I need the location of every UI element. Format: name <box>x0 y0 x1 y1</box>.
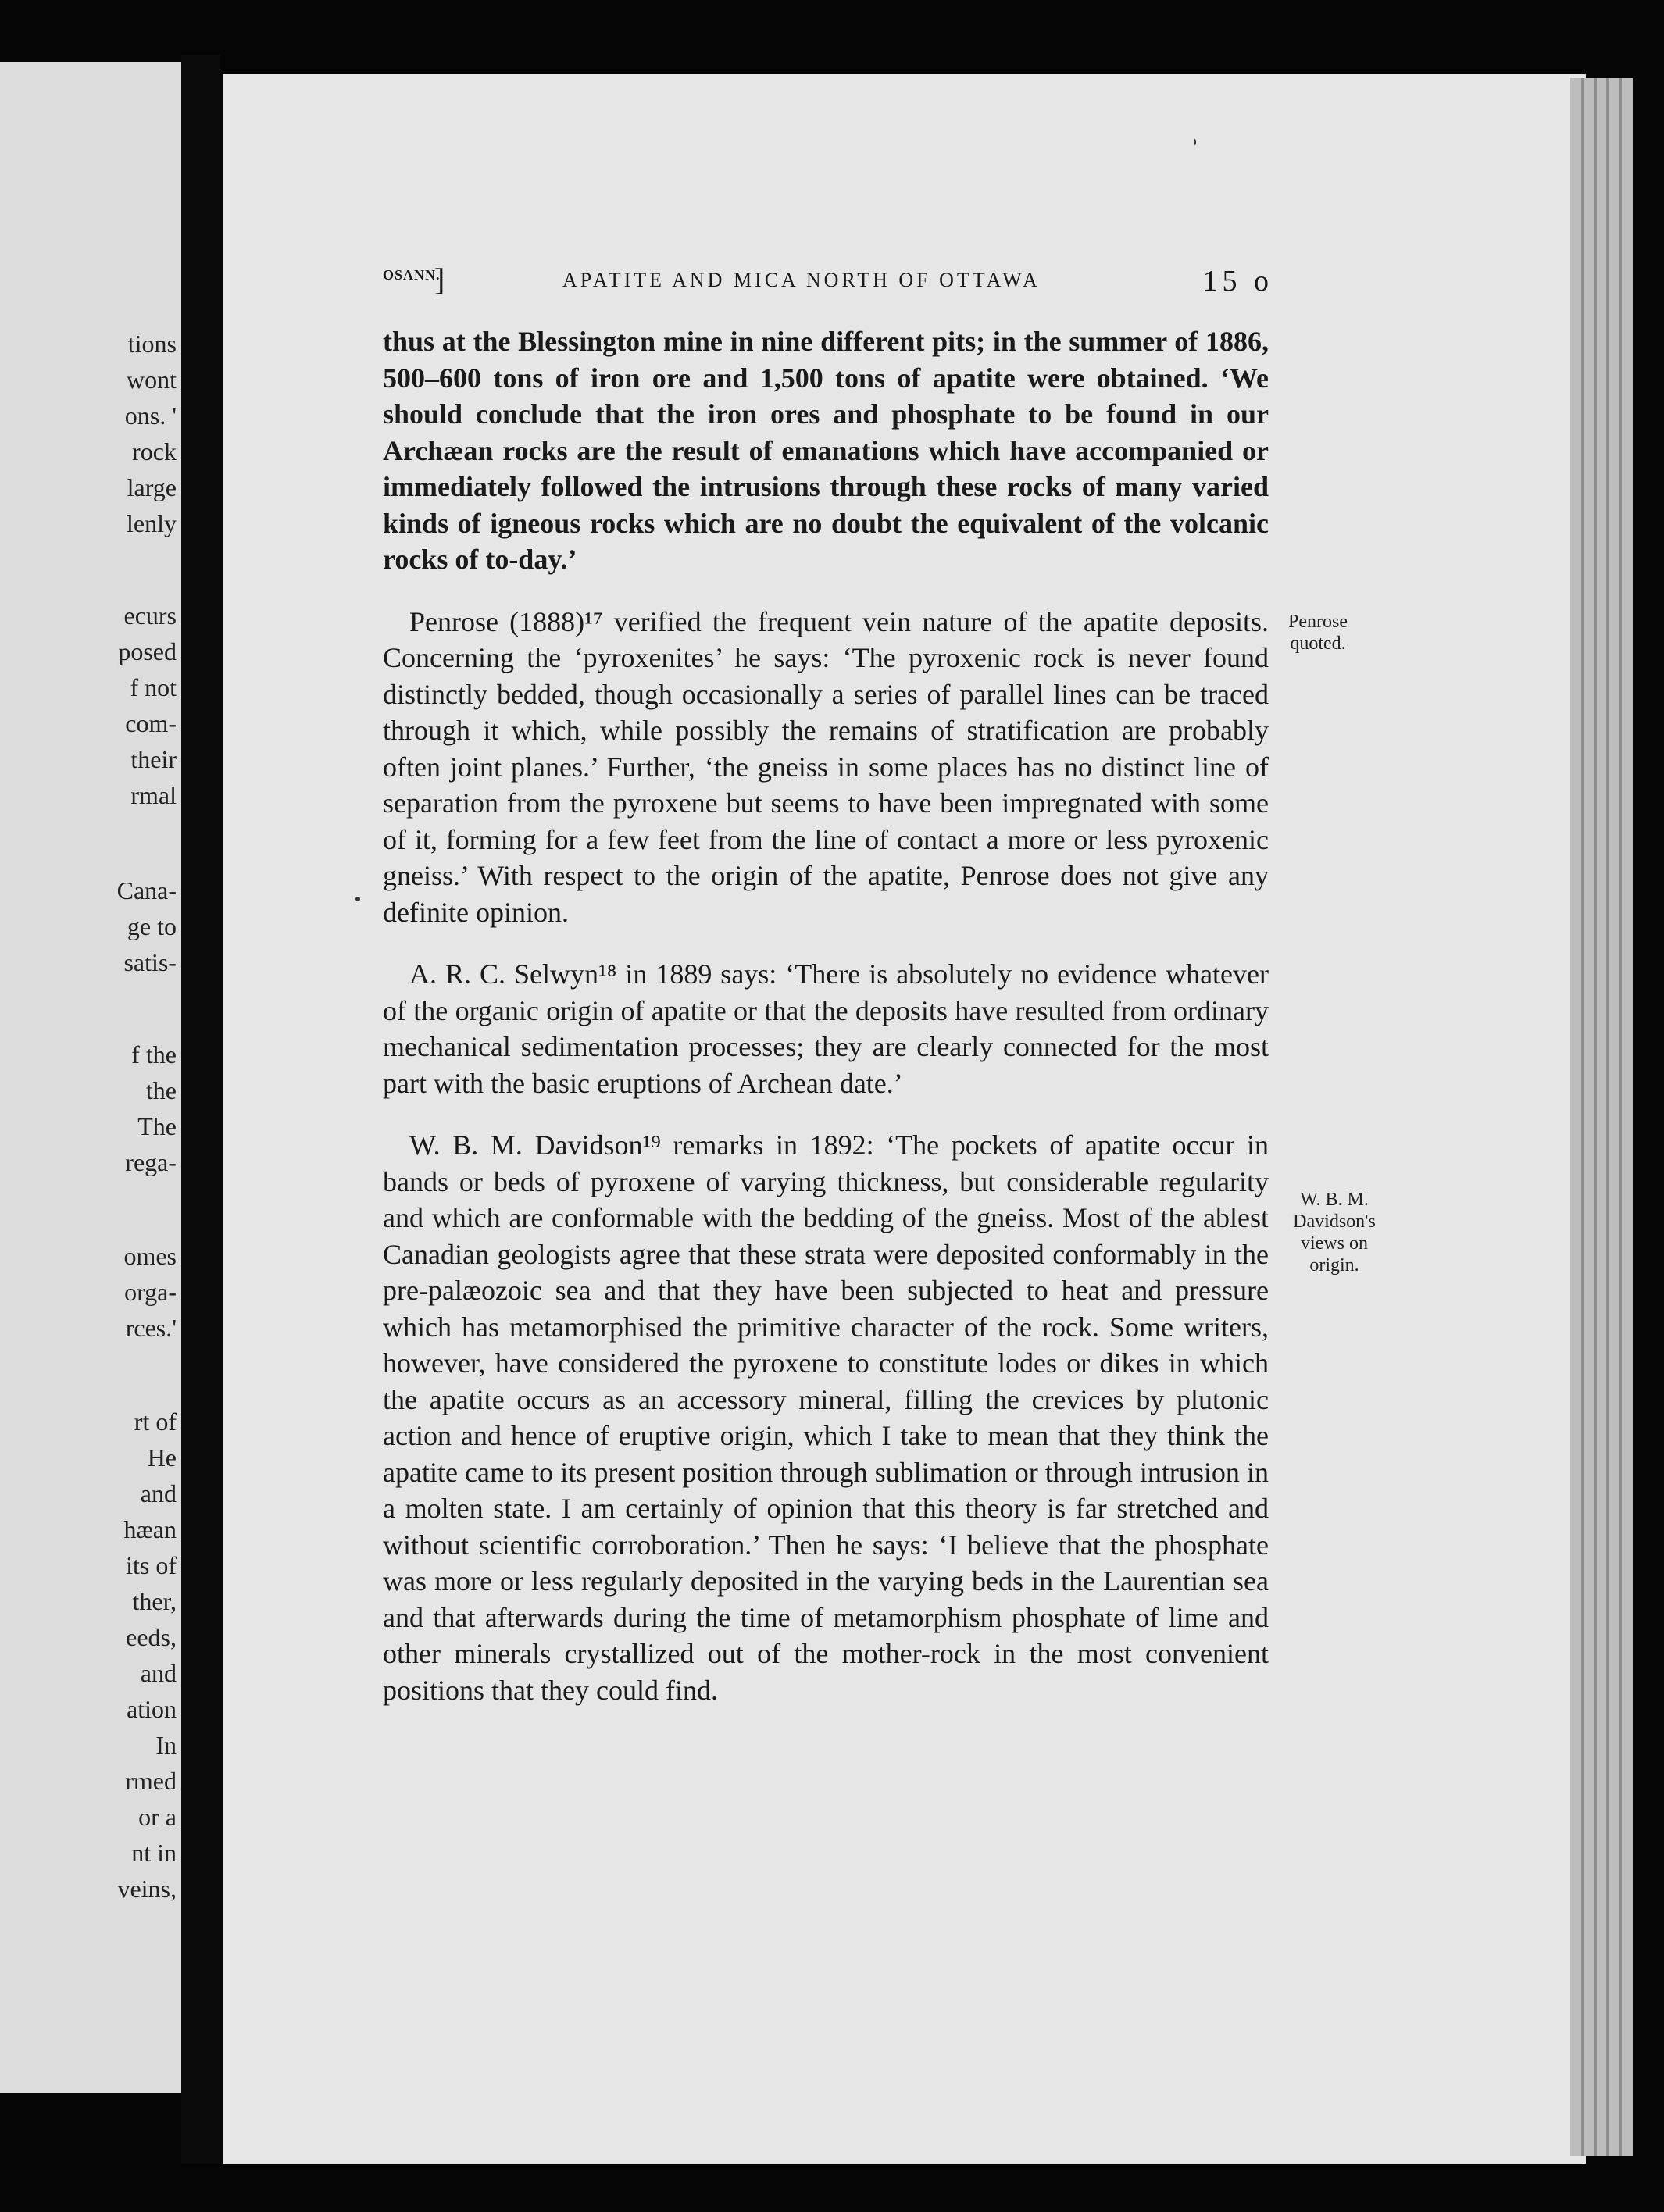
left-page-line: lenly <box>127 509 177 537</box>
margin-note-line: Penrose <box>1288 612 1348 632</box>
left-page-line: orga- <box>124 1278 177 1306</box>
author-bracket: ] <box>434 262 445 297</box>
left-page-line: f the <box>131 1040 177 1069</box>
paragraph: Penrose (1888)¹⁷ verified the frequent vein nature of the apatite deposits. Concerning the ‘pyroxenites’ he says: ‘The pyroxenic rock is never found distinctly bedded, though occasionally a series of parallel lines can be traced through it which, while possibly the remains of stratification are probably often joint planes.’ Further, ‘the gneiss in some places has no distinct line of separation from the pyroxene but seems to have been impregnated with some of it, forming for a few feet from the line of contact a more or less pyroxenic gneiss.’ With respect to the origin of the apatite, Penrose does not give any definite opinion. <box>383 605 1269 928</box>
running-title: APATITE AND MICA NORTH OF OTTAWA <box>562 269 1041 291</box>
left-page-line: veins, <box>117 1875 177 1903</box>
running-head <box>383 262 1273 298</box>
left-page-line: omes <box>123 1242 177 1270</box>
author-tag: OSANN. <box>383 267 441 283</box>
left-page-line: nt in <box>131 1839 177 1867</box>
left-page-line: ther, <box>132 1587 177 1615</box>
left-page-line: its of <box>126 1551 177 1579</box>
paragraph: thus at the Blessington mine in nine different pits; in the summer of 1886, 500–600 tons of iron ore and 1,500 tons of apatite were obtained. ‘We should conclude that the iron ores and phosphate to be found in our Archæan rocks are the result of emanations which have accompanied or immediately followed the intrusions through these rocks of many varied kinds of igneous rocks which are no doubt the equivalent of the volcanic rocks of to-day.’ <box>383 326 1269 575</box>
left-page-line: ecurs <box>123 601 177 630</box>
margin-note-line: Davidson's <box>1293 1211 1376 1232</box>
ink-speck <box>355 897 360 901</box>
page-number: 15 o <box>1202 265 1273 298</box>
left-page-line: In <box>155 1731 177 1759</box>
margin-note-line: origin. <box>1309 1255 1359 1275</box>
margin-note-davidson <box>1272 1189 1397 1276</box>
left-page-line: ge to <box>127 912 177 940</box>
left-page-line: rmal <box>130 781 177 809</box>
left-page-line: rega- <box>125 1148 177 1176</box>
left-page-line: tions <box>127 330 177 358</box>
left-page-line: and <box>140 1479 177 1507</box>
left-page-line: com- <box>125 709 177 737</box>
left-page-line: ons. ' <box>124 401 177 430</box>
left-page-line: hæan <box>123 1515 177 1543</box>
left-page-line: posed <box>118 637 177 665</box>
left-page-line: rmed <box>125 1767 177 1795</box>
paragraph: A. R. C. Selwyn¹⁸ in 1889 says: ‘There is absolutely no evidence whatever of the organic origin of apatite or that the deposits have resulted from ordinary mechanical sedimentation processes; they are clearly connected for the most part with the basic eruptions of Archean date.’ <box>383 958 1269 1099</box>
book-gutter <box>181 55 220 2164</box>
left-page-line: and <box>140 1659 177 1687</box>
page-edge <box>1570 78 1633 2156</box>
left-page-line: f not <box>130 673 177 701</box>
body-text <box>383 323 1269 1708</box>
margin-note-line: quoted. <box>1290 633 1346 654</box>
left-page-line: eeds, <box>126 1623 177 1651</box>
left-page-line: rock <box>132 437 177 466</box>
margin-note-penrose <box>1275 611 1361 655</box>
left-page-line: or a <box>138 1803 177 1831</box>
left-page-line: the <box>145 1076 177 1104</box>
left-page-line: The <box>137 1112 177 1140</box>
margin-note-line: W. B. M. <box>1300 1190 1369 1210</box>
left-page-line: satis- <box>123 948 177 976</box>
ink-speck <box>1194 139 1196 145</box>
left-page-fragment <box>0 62 181 2093</box>
paragraph: W. B. M. Davidson¹⁹ remarks in 1892: ‘The pockets of apatite occur in bands or beds of pyroxene of varying thickness, but considerable regularity and which are conformable with the bedding of the gneiss. Most of the ablest Canadian geologists agree that these strata were deposited conformably in the pre-palæozoic sea and that they have been subjected to heat and pressure which has metamorphised the primitive character of the rock. Some writers, however, have considered the pyroxene to constitute lodes or dikes in which the apatite occurs as an accessory mineral, filling the crevices by plutonic action and hence of eruptive origin, which I take to mean that they think the apatite came to its present position through sublimation or through intrusion in a molten state. I am certainly of opinion that this theory is far stretched and without scientific corroboration.’ Then he says: ‘I believe that the phosphate was more or less regularly deposited in the varying beds in the Laurentian sea and that afterwards during the time of metamorphism phosphate of lime and other minerals crystallized out of the mother-rock in the most convenient positions that they could find. <box>383 1129 1269 1706</box>
left-page-line: wont <box>127 366 177 394</box>
left-page-line: large <box>127 473 177 501</box>
left-page-line: rces.' <box>125 1314 177 1342</box>
left-page-line: rt of <box>134 1407 177 1436</box>
left-page-line: ation <box>127 1695 177 1723</box>
margin-note-line: views on <box>1301 1233 1368 1254</box>
left-page-line: their <box>130 745 177 773</box>
left-page-line: He <box>147 1443 177 1472</box>
left-page-line: Cana- <box>116 876 177 904</box>
